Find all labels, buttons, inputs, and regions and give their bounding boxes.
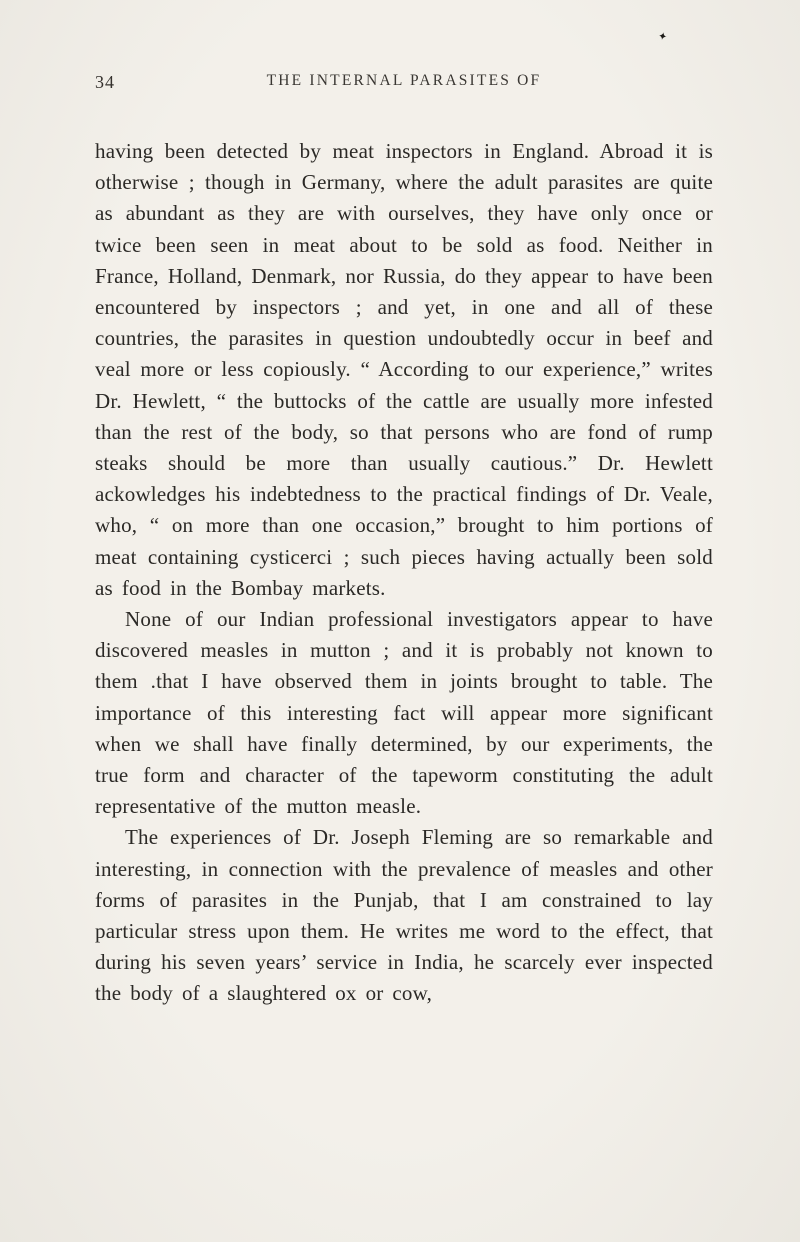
paragraph: having been detected by meat inspectors in England. Abroad it is otherwise ; though in Germany, where the adult parasites are quite as abundant as they are with ourselves, they have only once or twice been seen in meat about to be sold as food. Neither in France, Holland, Denmark, nor Russia, do they appear to have been encountered by inspectors ; and yet, in one and all of these countries, the parasites in question undoubtedly occur in beef and veal more or less copiously. “ According to our experience,” writes Dr. Hewlett, “ the buttocks of the cattle are usually more infested than the rest of the body, so that persons who are fond of rump steaks should be more than usually cautious.” Dr. Hewlett ackowledges his indebtedness to the practical findings of Dr. Veale, who, “ on more than one occasion,” brought to him portions of meat containing cysticerci ; such pieces having actually been sold as food in the Bombay markets. bbox=[95, 139, 713, 600]
paragraph: None of our Indian professional investigators appear to have discovered measles in mutton ; and it is probably not known to them .that I have observed them in joints brought to table. The importance of this interesting fact will appear more significant when we shall have finally determined, by our experiments, the true form and character of the tapeworm constituting the adult representative of the mutton measle. bbox=[95, 607, 713, 819]
paragraph: The experiences of Dr. Joseph Fleming are so remarkable and interesting, in connection with the prevalence of measles and other forms of parasites in the Punjab, that I am constrained to lay particular stress upon them. He writes me word to the effect, that during his seven years’ service in India, he scarcely ever inspected the body of a slaughtered ox or cow, bbox=[95, 825, 713, 1006]
body-text bbox=[95, 136, 713, 1010]
running-header-title: THE INTERNAL PARASITES OF bbox=[266, 72, 542, 89]
book-page bbox=[95, 0, 713, 1010]
page-header bbox=[95, 30, 713, 100]
page-number: 34 bbox=[95, 72, 115, 92]
ink-mark: ✦ bbox=[656, 30, 669, 44]
